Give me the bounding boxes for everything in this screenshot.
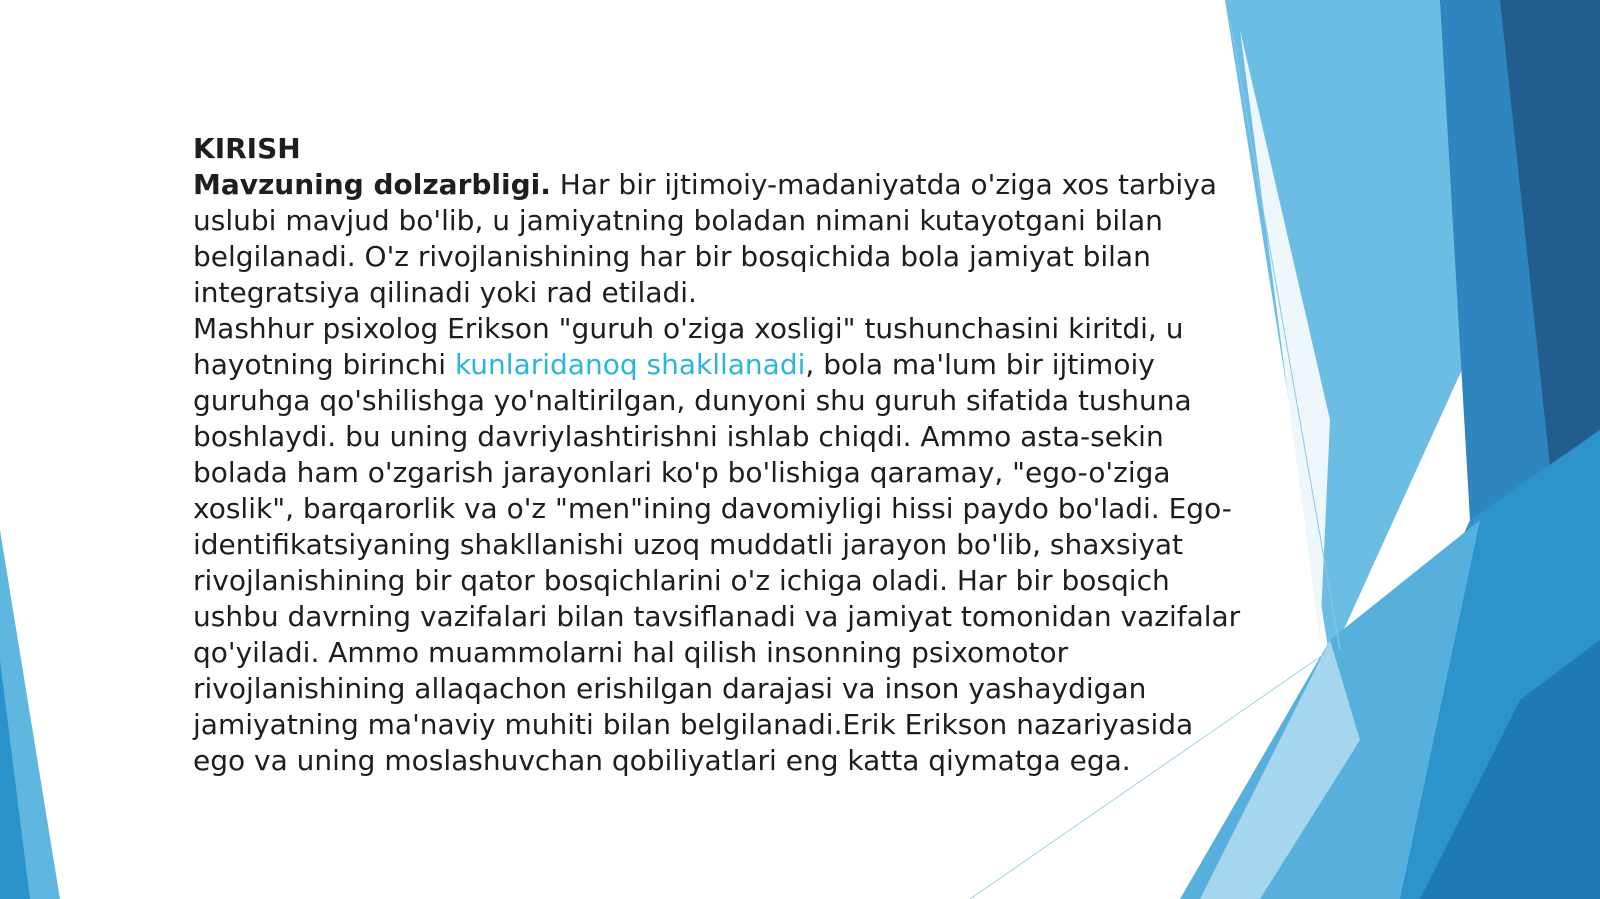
highlighted-link-text[interactable]: kunlaridanoq shakllanadi [454,348,806,381]
slide-text-block [193,131,1243,779]
paragraph-1-text: Har bir ijtimoiy-madaniyatda o'ziga xos tarbiya uslubi mavjud bo'lib, u jamiyatning boladan nimani kutayotgani bilan belgilanadi. O'z rivojlanishining har bir bosqichida bola jamiyat bilan integratsiya qilinadi yoki rad etiladi. [193,168,1217,309]
paragraph-2-end: , bola ma'lum bir ijtimoiy guruhga qo'shilishga yo'naltirilgan, dunyoni shu guruh sifatida tushuna boshlaydi. bu uning davriylashtirishni ishlab chiqdi. Ammo asta-sekin bolada ham o'zgarish jarayonlari ko'p bo'lishiga qaramay, "ego-o'ziga xoslik", barqarorlik va o'z "men"ining davomiyligi hissi paydo bo'ladi. Ego-identifikatsiyaning shakllanishi uzoq muddatli jarayon bo'lib, shaxsiyat rivojlanishining bir qator bosqichlarini o'z ichiga oladi. Har bir bosqich ushbu davrning vazifalari bilan tavsiflanadi va jamiyat tomonidan vazifalar qo'yiladi. Ammo muammolarni hal qilish insonning psixomotor rivojlanishining allaqachon erishilgan darajasi va inson yashaydigan jamiyatning ma'naviy muhiti bilan belgilanadi.Erik Erikson nazariyasida ego va uning moslashuvchan qobiliyatlari eng katta qiymatga ega. [193,348,1241,777]
paragraph-2 [193,311,1243,779]
paragraph-1 [193,167,1243,311]
lead-bold-text: Mavzuning dolzarbligi. [193,168,551,201]
paragraph-2-start: Mashhur psixolog Erikson "guruh o'ziga xosligi" tushunchasini kiritdi, u hayotning birinchi [193,312,1184,381]
slide-heading: KIRISH [193,132,301,165]
